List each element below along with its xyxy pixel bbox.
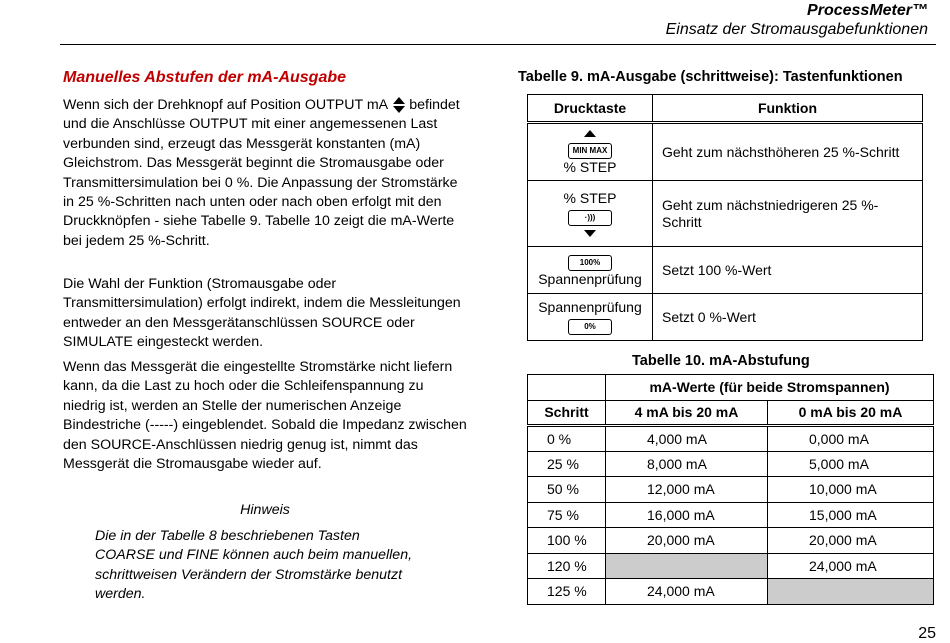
step-cell: 125 % [528,579,606,605]
table10-col-step: Schritt [528,400,606,426]
step-cell: 120 % [528,553,606,579]
section-heading: Manuelles Abstufen der mA-Ausgabe [63,69,347,86]
table-header-row [528,400,934,426]
table9-col-function: Funktion [653,95,923,123]
header-product-title: ProcessMeter™ [807,2,928,19]
table-row [528,294,923,341]
paragraph-function-choice: Die Wahl der Funktion (Stromausgabe oder Transmittersimulation) erfolgt indirekt, indem die Messleitungen entweder an den Messgerätanschlüssen SOURCE oder SIMULATE eingesteckt werden. [63,276,461,351]
function-cell: Setzt 100 %-Wert [653,247,923,294]
up-down-arrow-icon [393,97,405,113]
key-cell [528,123,653,181]
step-cell: 0 % [528,426,606,452]
function-cell: Setzt 0 %-Wert [653,294,923,341]
value-0-20-cell: 15,000 mA [768,502,934,528]
value-0-20-cell: 20,000 mA [768,528,934,554]
paragraph-overload: Wenn das Messgerät die eingestellte Stromstärke nicht liefern kann, da die Last zu hoch oder die Schleifenspannung zu niedrig ist, werden an Stelle der numerischen Anzeige Bindestriche (-----) eingeblendet. Sobald die Impedanz zwischen den SOURCE-Anschlüssen niedrig genug ist, nimmt das Messgerät die Stromausgabe wieder auf. [63,359,467,473]
value-0-20-cell-empty [768,579,934,605]
value-0-20-cell: 24,000 mA [768,553,934,579]
value-4-20-cell: 24,000 mA [606,579,768,605]
value-0-20-cell: 10,000 mA [768,477,934,503]
table-row [528,426,934,452]
table9-caption: Tabelle 9. mA-Ausgabe (schrittweise): Tastenfunktionen [518,69,903,85]
table-row [528,502,934,528]
value-4-20-cell: 8,000 mA [606,451,768,477]
table-row [528,477,934,503]
table-row [528,579,934,605]
table10-ma-steps [527,374,934,605]
table-row [528,553,934,579]
value-4-20-cell: 4,000 mA [606,426,768,452]
paragraph-intro [63,96,468,251]
value-0-20-cell: 5,000 mA [768,451,934,477]
paragraph-intro-start: Wenn sich der Drehknopf auf Position OUTPUT mA [63,97,388,113]
value-0-20-cell: 0,000 mA [768,426,934,452]
key-label: Spannenprüfung [538,299,642,315]
table10-group-header: mA-Werte (für beide Stromspannen) [606,375,934,401]
beeper-key-icon: ·))) [568,210,612,226]
table9-key-functions [527,94,923,341]
table9-col-key: Drucktaste [528,95,653,123]
value-4-20-cell: 12,000 mA [606,477,768,503]
value-4-20-cell: 20,000 mA [606,528,768,554]
table-row [528,528,934,554]
arrow-down-icon [584,230,596,237]
header-divider [60,44,936,45]
function-cell: Geht zum nächsthöheren 25 %-Schritt [653,123,923,181]
table-header-row [528,375,934,401]
paragraph-intro-rest: befindet und die Anschlüsse OUTPUT mit einer angemessenen Last verbunden sind, erzeugt das Messgerät konstanten (mA) Gleichstrom. Das Messgerät beginnt die Stromausgabe oder Transmittersimulation bei 0 %. Die Anpassung der Stromstärke in 25 %-Schritten nach unten oder nach oben erfolgt mit den Druckknöpfen - siehe Tabelle 9. Tabelle 10 zeigt die mA-Werte bei jedem 25 %-Schritt. [63,97,460,249]
value-4-20-cell-empty [606,553,768,579]
table10-caption: Tabelle 10. mA-Abstufung [632,353,810,369]
table10-col-0-20: 0 mA bis 20 mA [768,400,934,426]
key-label: % STEP [563,159,617,175]
function-cell: Geht zum nächstniedrigeren 25 %-Schritt [653,181,923,247]
table-row [528,451,934,477]
step-cell: 100 % [528,528,606,554]
step-cell: 25 % [528,451,606,477]
step-cell: 75 % [528,502,606,528]
arrow-up-icon [584,130,596,137]
span-100-key-icon: 100% [568,255,612,271]
key-cell [528,294,653,341]
table10-blank-header [528,375,606,401]
note-text: Die in der Tabelle 8 beschriebenen Tasten COARSE und FINE können auch beim manuellen, schrittweisen Verändern der Stromstärke benutzt werden. [95,528,413,603]
key-label: Spannenprüfung [538,271,642,287]
note-title: Hinweis [240,502,290,518]
table10-col-4-20: 4 mA bis 20 mA [606,400,768,426]
span-0-key-icon: 0% [568,319,612,335]
table-row [528,181,923,247]
step-cell: 50 % [528,477,606,503]
value-4-20-cell: 16,000 mA [606,502,768,528]
header-section-title: Einsatz der Stromausgabefunktionen [665,21,928,38]
key-cell [528,247,653,294]
table-header-row [528,95,923,123]
key-label: % STEP [563,189,617,206]
page-number: 25 [918,625,936,642]
minmax-key-icon: MIN MAX [568,143,613,159]
table-row [528,247,923,294]
key-cell [528,181,653,247]
table-row [528,123,923,181]
